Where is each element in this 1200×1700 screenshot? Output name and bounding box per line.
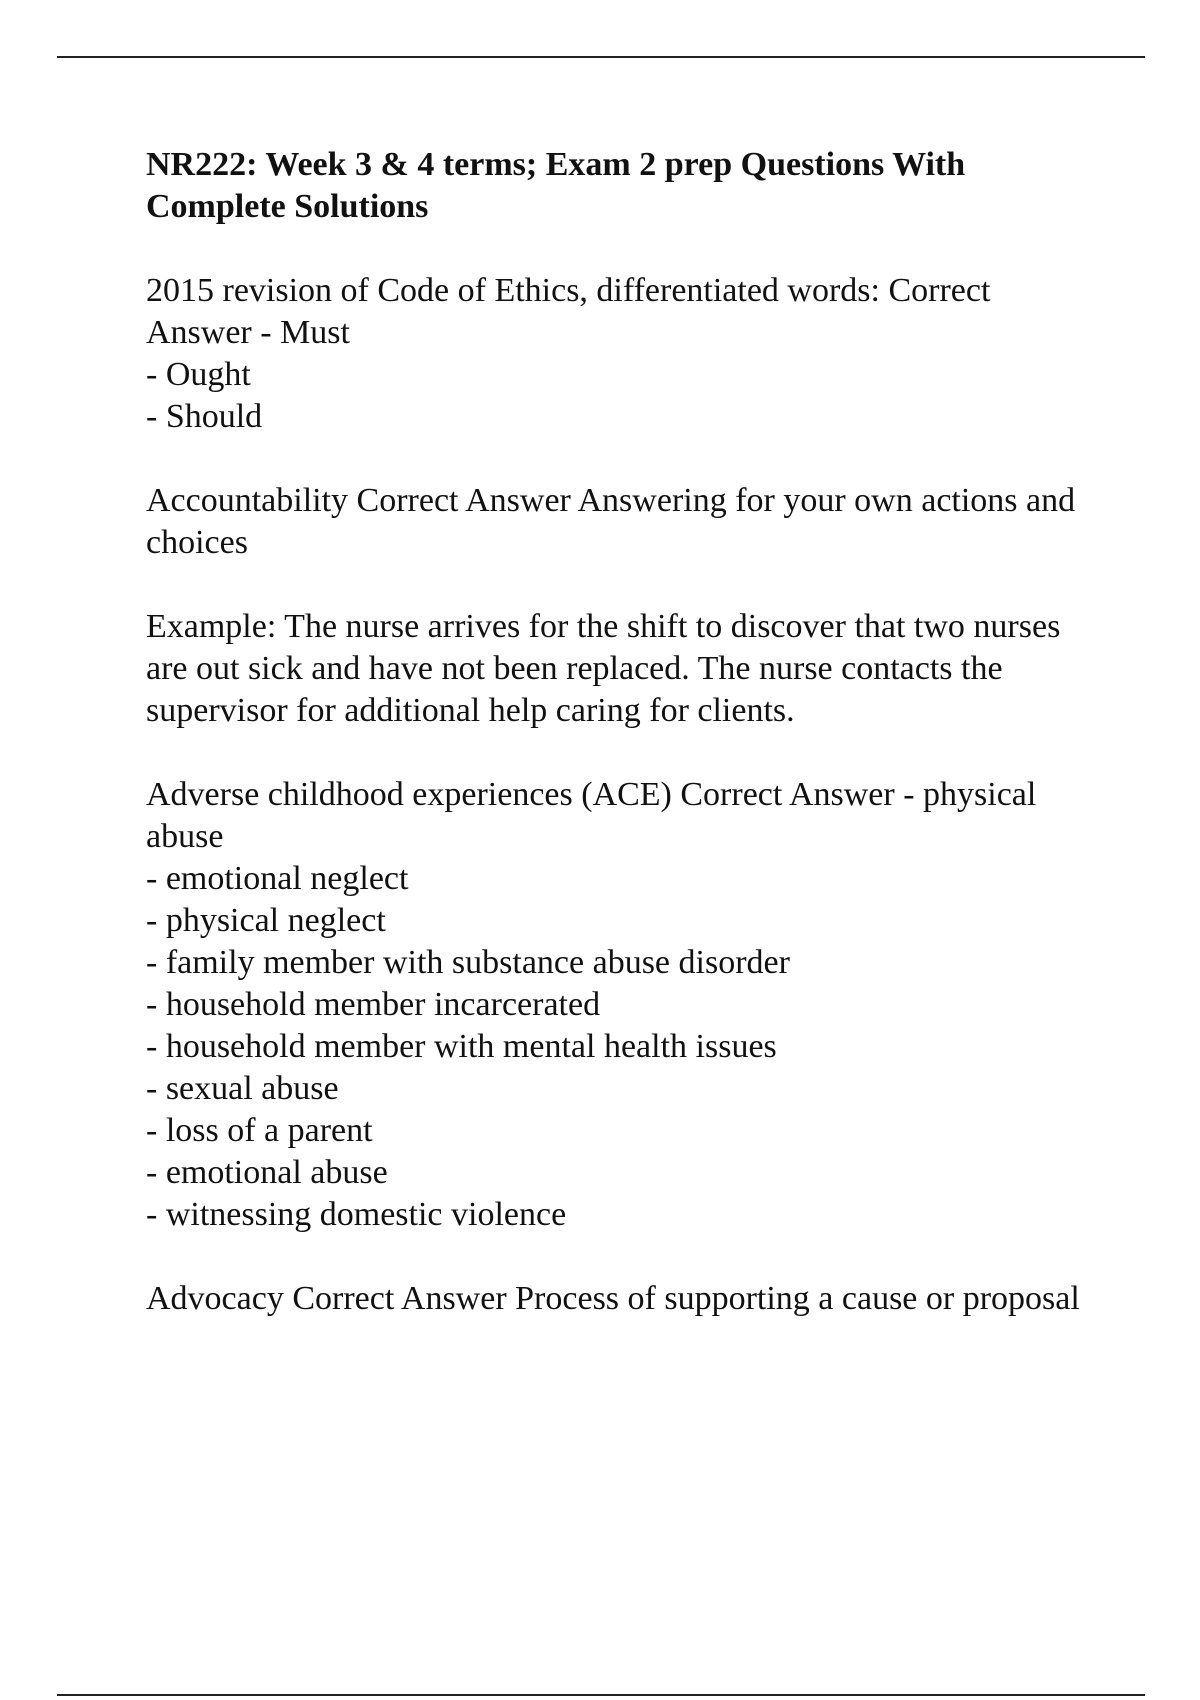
term-entry-advocacy: Advocacy Correct Answer Process of supporting a cause or proposal bbox=[146, 1280, 1080, 1317]
top-divider bbox=[57, 56, 1145, 58]
term-entry-ace: Adverse childhood experiences (ACE) Correct Answer - physical abuse - emotional neglect - physical neglect - family member with substance abuse disorder - household member incarcerated - household member with mental health issues - sexual abuse - loss of a parent - emotional abuse - witnessing domestic violence bbox=[146, 776, 1037, 1233]
term-entry-example: Example: The nurse arrives for the shift to discover that two nurses are out sick and have not been replaced. The nurse contacts the supervisor for additional help caring for clients. bbox=[146, 608, 1061, 729]
bottom-divider bbox=[57, 1694, 1145, 1696]
term-entry-accountability: Accountability Correct Answer Answering for your own actions and choices bbox=[146, 482, 1076, 561]
document-title: NR222: Week 3 & 4 terms; Exam 2 prep Questions With Complete Solutions bbox=[146, 146, 966, 225]
document-page bbox=[146, 144, 1086, 1320]
term-entry-code-of-ethics: 2015 revision of Code of Ethics, differentiated words: Correct Answer - Must - Ought - Should bbox=[146, 272, 991, 435]
